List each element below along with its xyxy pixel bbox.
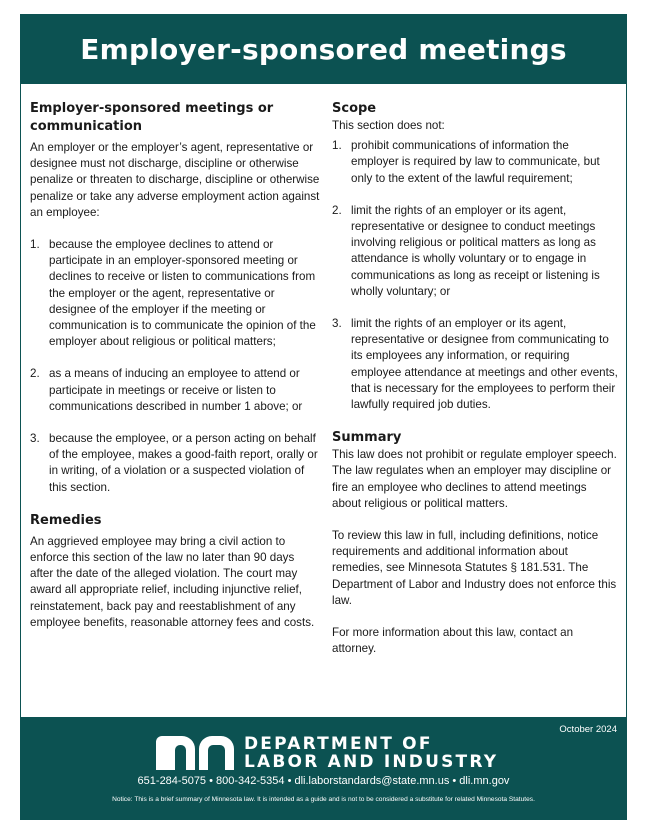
section-heading-summary: Summary: [332, 430, 402, 446]
list-item: [30, 431, 320, 496]
list-number: 2.: [30, 367, 40, 381]
list-text: limit the rights of an employer or its agent, representative or designee from communicating to its employees any information, or requiring employee attendance at meetings and other events, that is necessary for the employees to perform their lawfully required job duties.: [351, 317, 618, 412]
list-item: [332, 138, 618, 187]
logo-wordmark: [244, 735, 498, 771]
scope-list: [332, 138, 618, 413]
contact-info: 651-284-5075 • 800-342-5354 • dli.laborstandards@state.mn.us • dli.mn.gov: [137, 775, 510, 787]
list-text: as a means of inducing an employee to attend or participate in meetings or receive or listen to communications described in number 1 above; or: [49, 367, 303, 413]
dli-logo: [156, 735, 498, 771]
list-number: 3.: [332, 317, 342, 331]
legal-notice: Notice: This is a brief summary of Minnesota law. It is intended as a guide and is not to be considered a substitute for related Minnesota Statutes.: [112, 796, 535, 803]
list-item: [30, 366, 320, 415]
list-number: 1.: [332, 139, 342, 153]
list-number: 3.: [30, 432, 40, 446]
list-text: prohibit communications of information the employer is required by law to communicate, but only to the extent of the lawful requirement;: [351, 139, 600, 185]
summary-paragraph-1: This law does not prohibit or regulate employer speech. The law regulates when an employer may discipline or fire an employee who declines to attend meetings about religious or political matters.: [332, 448, 617, 510]
list-item: [30, 237, 320, 350]
footer-band: [20, 717, 627, 820]
summary-paragraph-3: For more information about this law, contact an attorney.: [332, 626, 574, 656]
list-text: limit the rights of an employer or its agent, representative or designee to conduct meetings involving religious or political matters as long as attendance is wholly voluntary or to engage in communications as long as receipt or listening is wholly voluntary; or: [351, 203, 600, 298]
list-number: 2.: [332, 203, 342, 217]
section-heading-scope: Scope: [332, 101, 377, 116]
section-heading-meetings: Employer-sponsored meetings or communication: [30, 101, 274, 134]
publication-date: October 2024: [559, 724, 617, 735]
list-item: [332, 316, 618, 413]
page-title: Employer-sponsored meetings: [80, 32, 567, 66]
list-item: [332, 203, 618, 300]
summary-paragraph-2: To review this law in full, including definitions, notice requirements and additional information about remedies, see Minnesota Statutes § 181.531. The Department of Labor and Industry does not enforce this law.: [332, 529, 617, 607]
section-heading-remedies: Remedies: [30, 512, 102, 528]
section-intro-meetings: An employer or the employer’s agent, representative or designee must not discharge, discipline or otherwise penalize or threaten to discharge, discipline or otherwise penalize or take any adverse employment action against an employee:: [30, 141, 320, 219]
title-banner: [20, 14, 627, 84]
scope-intro: This section does not:: [332, 119, 445, 132]
right-column: [332, 100, 618, 657]
left-column: [30, 100, 320, 631]
logo-line-2: LABOR AND INDUSTRY: [244, 752, 499, 772]
logo-line-1: DEPARTMENT OF: [244, 734, 433, 754]
list-text: because the employee, or a person acting on behalf of the employee, makes a good-faith report, orally or in writing, of a violation or a suspected violation of this section.: [49, 432, 318, 494]
list-number: 1.: [30, 238, 40, 252]
remedies-text: An aggrieved employee may bring a civil action to enforce this section of the law no later than 90 days after the date of the alleged violation. The court may award all appropriate relief, including injunctive relief, reinstatement, back pay and reestablishment of any employee benefits, reasonable attorney fees and costs.: [30, 534, 315, 629]
mn-logo-icon: [156, 736, 234, 770]
list-text: because the employee declines to attend or participate in an employer-sponsored meeting or declines to receive or listen to communications from the employer or the agent, representative or designee of the employer if the meeting or communication is to communicate the opinion of the employer about religious or political matters;: [49, 238, 316, 349]
prohibited-actions-list: [30, 237, 320, 496]
